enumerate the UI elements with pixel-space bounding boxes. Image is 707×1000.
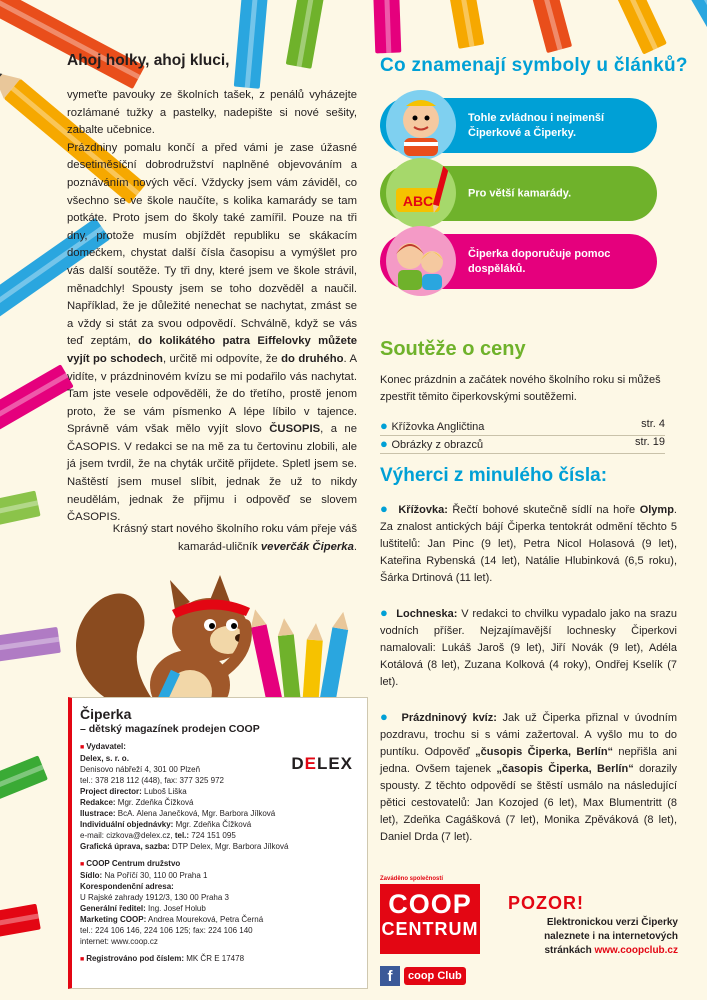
illustration-label: Ilustrace: — [80, 809, 116, 818]
marketing-label: Marketing COOP: — [80, 915, 147, 924]
winners-heading: Výherci z minulého čísla: — [380, 465, 608, 486]
bullet-icon: ● — [380, 418, 392, 433]
abc-text: ABC — [402, 193, 434, 209]
symbol-row-adults — [380, 234, 657, 289]
coop-centrum-logo — [380, 884, 480, 954]
editor-label: Redakce: — [80, 798, 116, 807]
contests-intro: Konec prázdnin a začátek nového školního roku si můžeš zpestřit těmito čiperkovskými soutěžemi. — [380, 374, 661, 403]
letter-text: Prázdniny pomalu končí a před vámi je zase úžasné desetiměsíční dobrodružství naplněné objevováním a poznáváním nových věcí. Vždycky jsem vám záviděl, co všechno se ve škole naučíte, s kolika kamarády se tam potkáte. Proto jsem do školy také zamířil. Pouze na tři dny, protože musím objíždět republiku se skákacím domečkem, chystat další čísla časopisu a vymýšlet pro vás další soutěže. Ty tři dny, které jsem ve škole strávil, měnadchly! Spousty jsem se toho dozvěděl a naučil. Například, že je důležité nenechat se nachytat, zmást se a vždy si stát za svou odpovědí. Schválně, když se vás teď zeptám, — [67, 141, 357, 348]
orders-name: Mgr. Zdeňka Čížková — [173, 820, 252, 829]
publisher-address: Denisovo nábřeží 4, 301 00 Plzeň — [80, 765, 201, 774]
director-name: Luboš Liška — [141, 787, 187, 796]
pencil-decoration — [369, 0, 402, 53]
bullet-icon: ● — [380, 605, 389, 620]
letter-paragraph — [67, 140, 357, 527]
pencil-decoration — [0, 904, 41, 963]
coop-club-facebook[interactable] — [380, 966, 480, 986]
contests-heading: Soutěže o ceny — [380, 338, 526, 360]
winner-bold: „časopis Čiperka, Berlín“ — [496, 763, 634, 775]
seat-address: Na Poříčí 30, 110 00 Praha 1 — [102, 871, 208, 880]
family-icon — [386, 226, 456, 296]
pencil-decoration — [426, 0, 485, 49]
coop-club-badge[interactable]: coop Club — [404, 967, 466, 985]
winner-text: . Za znalost antických bájí Čiperka tentokrát odmění těchto 5 luštitelů: Jan Pinc (9 let), Petra Nicol Holasová (9 let), Kateřina Rybenská (14 let), Natálie Hlubinková (6,5 roku), Šárka Drtinová (11 let). — [380, 504, 677, 584]
signoff-end: . — [353, 540, 357, 553]
corr-address: U Rajské zahrady 1912/3, 130 00 Praha 3 — [80, 893, 229, 902]
winner-text: Řečtí bohové skutečně sídlí na hoře — [447, 504, 640, 516]
abc-icon — [386, 158, 456, 228]
marketing-names: Andrea Moureková, Petra Černá — [146, 915, 264, 924]
list-item[interactable] — [380, 418, 665, 436]
letter-paragraph — [67, 87, 357, 140]
signoff-line: Krásný start nového školního roku vám přeje váš — [112, 523, 357, 535]
letter-text: , určitě mi odpovíte, že — [162, 352, 282, 365]
marketing-phone: tel.: 224 106 146, 224 106 125; fax: 224 106 140 — [80, 926, 253, 935]
pencil-decoration — [498, 0, 572, 53]
graphics-label: Grafická úprava, sazba: — [80, 842, 170, 851]
contest-page: str. 19 — [635, 436, 665, 448]
pencil-decoration — [0, 364, 74, 482]
squirrel-illustration — [60, 570, 350, 710]
pencil-decoration — [286, 0, 345, 69]
coop-logo-text: COOP — [388, 889, 472, 919]
letter-signoff — [67, 521, 357, 556]
symbol-text-small: Tohle zvládnou i nejmenší Čiperkové a Čiperky. — [468, 111, 605, 139]
letter-text: vymeťte pavouky ze školních tašek, z penálů vyházejte rozlámané tužky a pastelky, nadepište si nové sešity, zabalte učebnice. — [67, 89, 357, 137]
coop-label: COOP Centrum družstvo — [86, 859, 181, 868]
symbol-text-older: Pro větší kamarády. — [468, 187, 572, 199]
letter-greeting: Ahoj holky, ahoj kluci, — [67, 52, 230, 69]
imprint-box — [68, 697, 368, 989]
coopclub-link[interactable]: www.coopclub.cz — [594, 945, 678, 956]
pencil-decoration — [0, 491, 41, 556]
delex-logo — [291, 754, 353, 774]
illustration-names: BcA. Alena Janečková, Mgr. Barbora Jílková — [115, 809, 276, 818]
letter-text: , a ne ČASOPIS. V redakci se na mě za tu čertovinu zlobili, ale já jsem tvrdil, že na chyták určitě přijdete. Spletl jsem se. Naštěstí jsem musel slíbit, jednak že už to nikdy neudělám, jednak že přijmu i odpověď se slovem ČASOPIS. — [67, 423, 358, 524]
bullet-icon: ● — [380, 436, 392, 451]
winners-crossword — [380, 500, 677, 587]
gd-label: Generální ředitel: — [80, 904, 146, 913]
winner-text: V redakci to chvilku vypadalo jako na srazu vodních příšer. Nejzajímavější lochnesky Čiperkovi namalovali: Lukáš Jaroš (9 let), Jiří Novák (9 let), Adéla Kotálová (8 let), Zuzana Kolková (4 roky), Ondřej Kselík (7 let). — [380, 608, 677, 688]
delex-logo-d: D — [291, 754, 305, 773]
publisher-phone: tel.: 378 218 112 (448), fax: 377 325 972 — [80, 776, 224, 785]
symbol-row-older — [380, 166, 657, 221]
pencil-decoration — [0, 0, 145, 89]
symbol-text-adults: Čiperka doporučuje pomoc dospěláků. — [468, 247, 611, 275]
winner-label: Křížovka: — [398, 504, 448, 516]
pencil-decoration — [234, 0, 276, 89]
editor-name: Mgr. Zdeňka Čížková — [115, 798, 194, 807]
facebook-icon[interactable]: f — [380, 966, 400, 986]
email-tel: 724 151 095 — [189, 831, 236, 840]
winner-text: Jak už Čiperka přiznal v úvodním pozdravu, trochu si s vámi zažertoval. A vyšlo mu to do puntíku. Odpověď — [380, 712, 677, 758]
letter-bold: do druhého — [281, 352, 344, 365]
registration-number: MK ČR E 17478 — [183, 954, 245, 963]
imprint-title: Čiperka — [80, 706, 132, 722]
pozor-body: Elektronickou verzi Čiperky naleznete i na internetových stránkách — [544, 917, 678, 956]
graphics-names: DTP Delex, Mgr. Barbora Jílková — [169, 842, 289, 851]
symbols-heading: Co znamenají symboly u článků? — [380, 55, 688, 76]
winner-label: Prázdninový kvíz: — [401, 712, 497, 724]
bullet-icon: ● — [380, 709, 391, 724]
email-text: e-mail: cizkova@delex.cz, — [80, 831, 175, 840]
contest-name: Obrázky z obrazců — [391, 439, 484, 451]
delex-logo-rest: LEX — [316, 754, 353, 773]
pozor-text — [508, 916, 678, 958]
contest-page: str. 4 — [641, 418, 665, 430]
signoff-name: veverčák Čiperka — [260, 540, 354, 553]
publisher-label: Vydavatel: — [86, 742, 126, 751]
letter-bold: do kolikátého patra Eiffelovky můžete vyjít po schodech — [67, 335, 357, 365]
letter-bold: ČUSOPIS — [269, 423, 321, 436]
email-tel-label: tel.: — [174, 831, 190, 840]
winner-bold: Olymp — [639, 504, 674, 516]
winners-lochneska — [380, 604, 677, 691]
bullet-icon: ● — [380, 501, 390, 516]
signoff-line: kamarád-uličník — [178, 540, 261, 553]
imprint-subtitle: – dětský magazínek prodejen COOP — [80, 723, 260, 735]
pencil-decoration — [0, 627, 61, 679]
coop-web[interactable]: internet: www.coop.cz — [80, 937, 158, 946]
contest-name: Křížovka Angličtina — [391, 421, 485, 433]
winner-text: nepřišla ani jedna. Ovšem tajenek — [380, 746, 677, 775]
delex-logo-e: E — [304, 754, 317, 773]
winner-label: Lochneska: — [396, 608, 458, 620]
publisher-name: Delex, s. r. o. — [80, 754, 129, 763]
pozor-heading: POZOR! — [508, 893, 584, 913]
director-label: Project director: — [80, 787, 142, 796]
pencil-decoration — [0, 755, 48, 850]
orders-label: Individuální objednávky: — [80, 820, 174, 829]
coop-intro: Zaváděno společností — [380, 876, 444, 882]
letter-body — [67, 87, 357, 527]
corr-label: Korespondenční adresa: — [80, 882, 174, 891]
winners-quiz — [380, 708, 677, 846]
registration-label: Registrováno pod číslem: — [86, 954, 184, 963]
baby-icon — [386, 90, 456, 160]
contests-list — [380, 418, 665, 454]
centrum-logo-text: CENTRUM — [381, 919, 479, 939]
pencil-decoration — [563, 0, 667, 55]
gd-name: Ing. Josef Holub — [145, 904, 206, 913]
winner-bold: „čusopis Čiperka, Berlín“ — [475, 746, 614, 758]
winner-text: dorazily spousty. Z těchto odpovědí se štěstí usmálo na následující pětici cestovatelů: Jan Kozojed (6 let), Max Blumentritt (8 let), Zdeňka Cagášková (7 let), Monika Zpěváková (8 let), Daniel Drda (7 let). — [380, 763, 677, 843]
letter-text: . A vidíte, v prázdninovém kvízu se mi podařilo vás nachytat. Tam jste vesele odpověděli, že do třetího, prostě jenom proto, že se vám písmenko A lépe líbilo v tajence. Správně vám však mělo vyjít slovo — [67, 352, 357, 436]
symbol-row-small — [380, 98, 657, 153]
seat-label: Sídlo: — [80, 871, 103, 880]
list-item[interactable] — [380, 436, 665, 454]
